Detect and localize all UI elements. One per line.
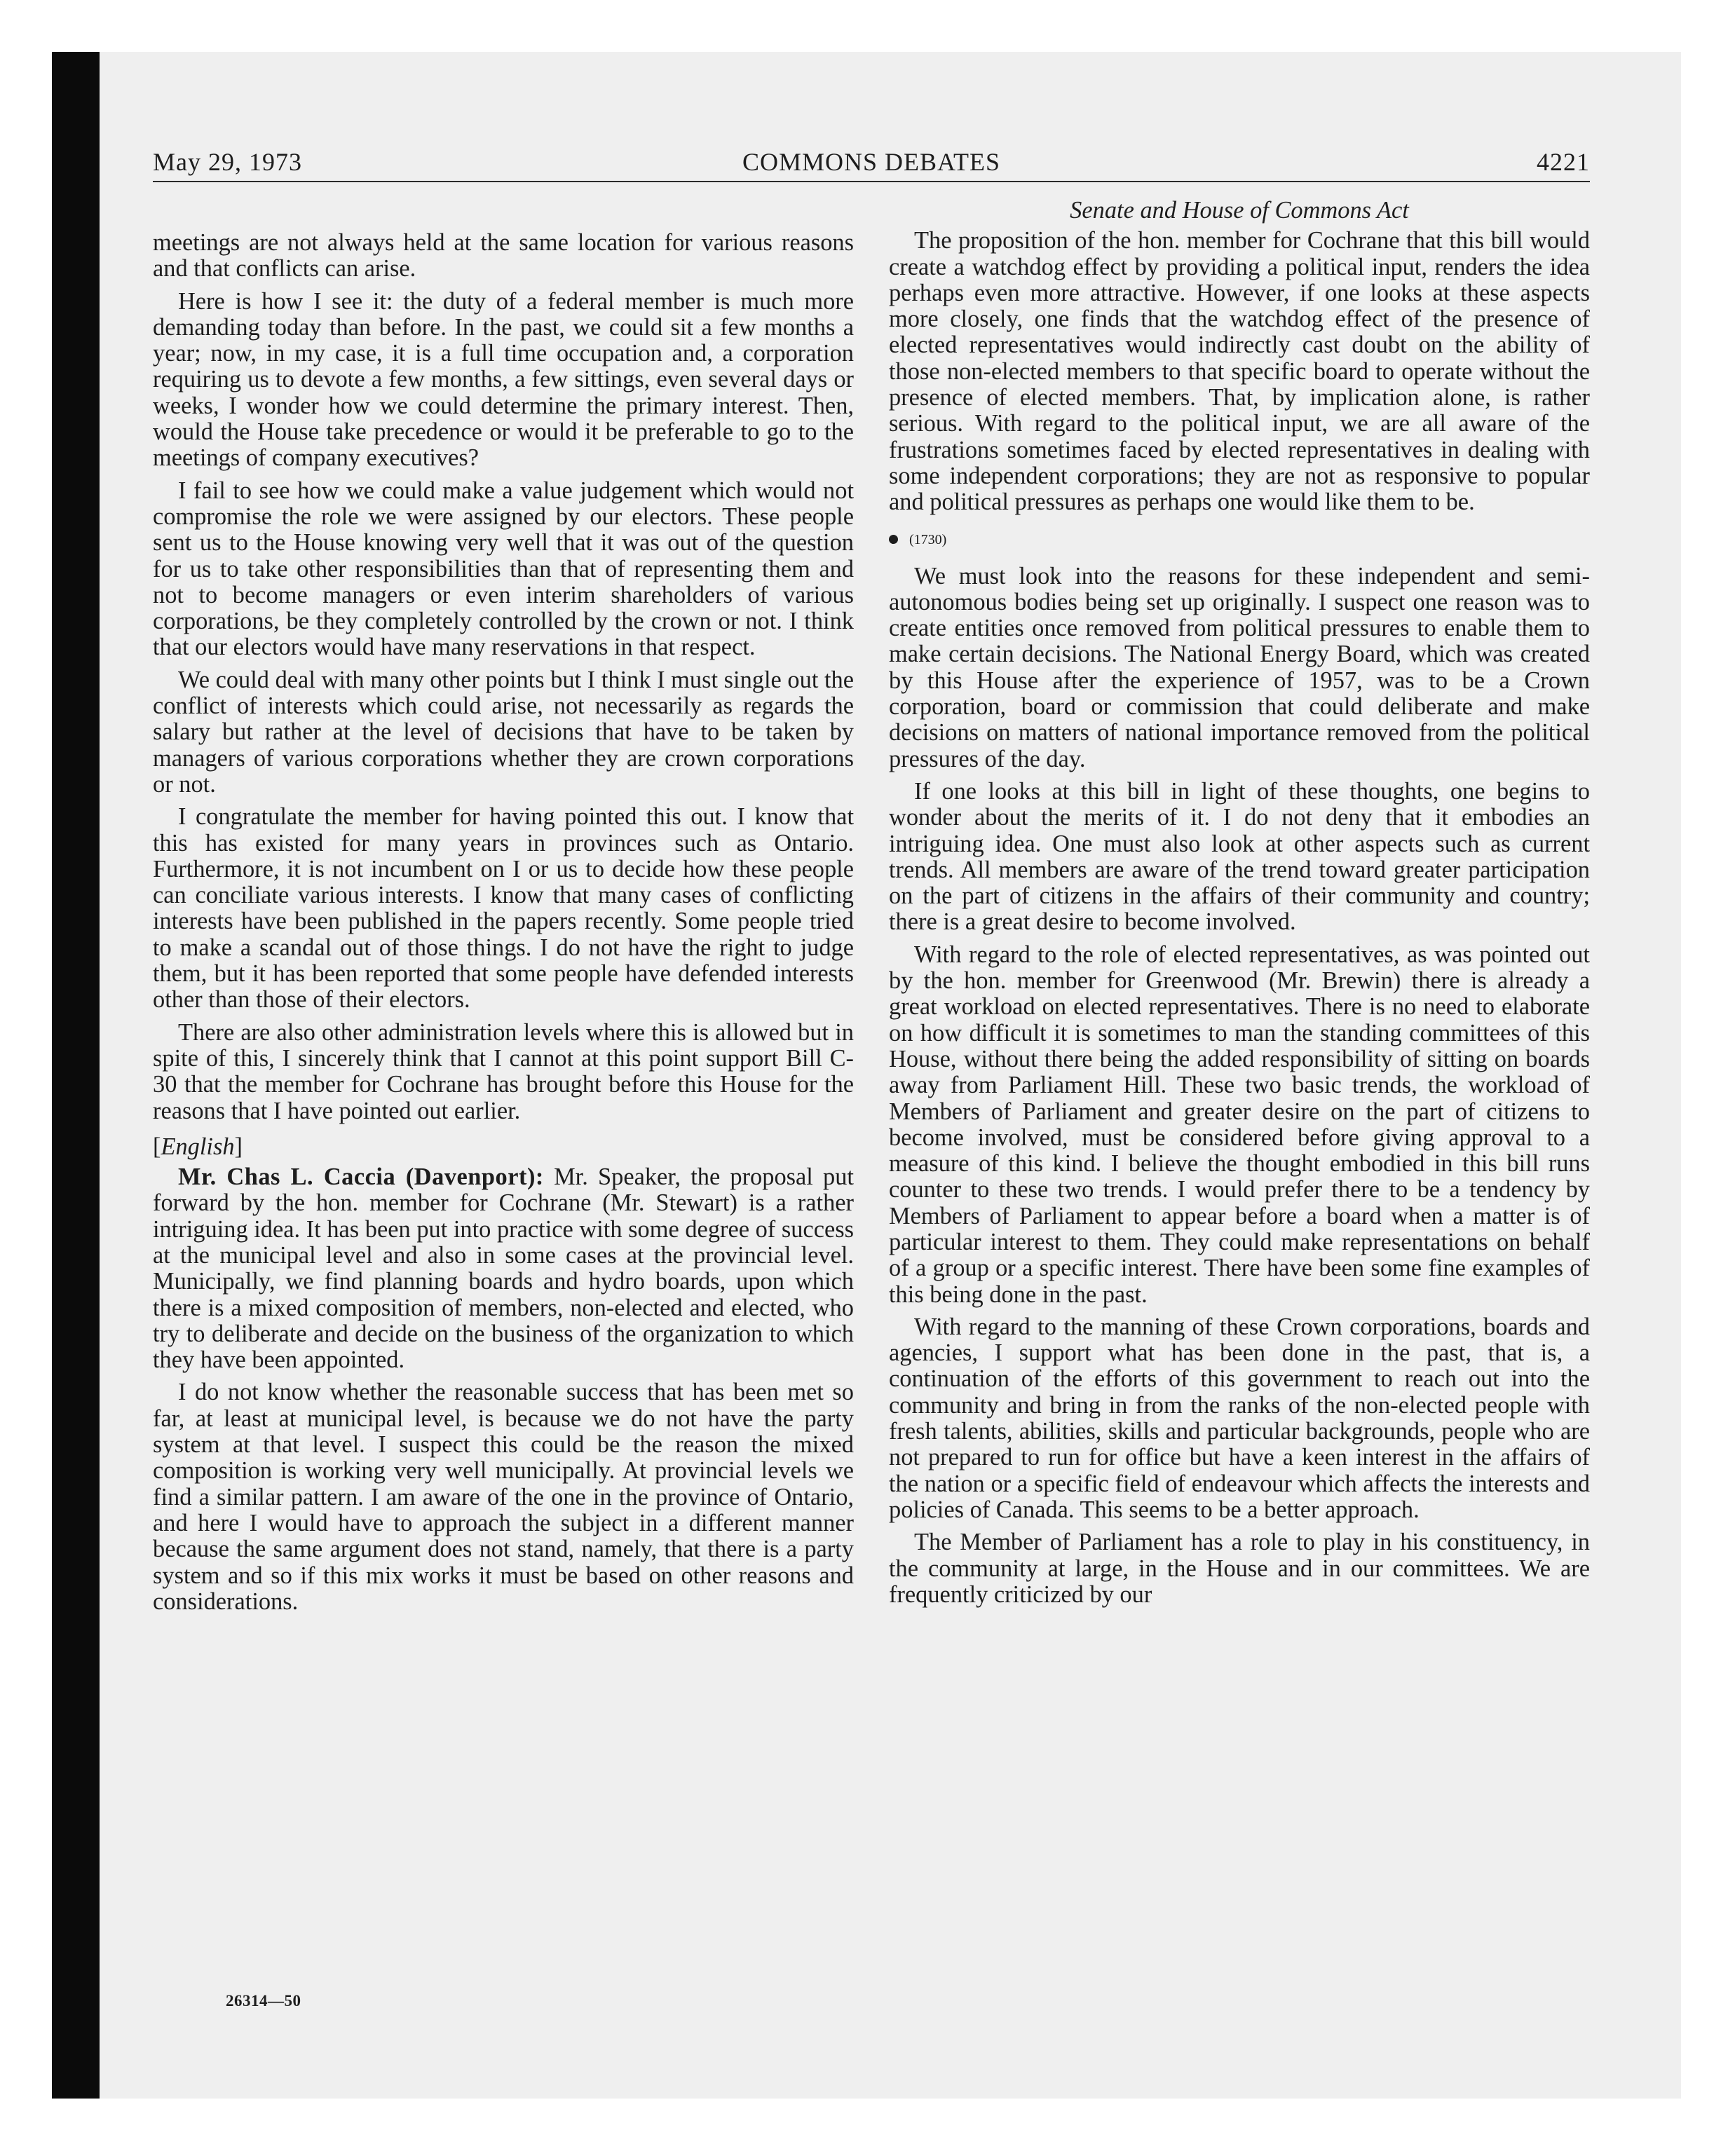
paragraph: I congratulate the member for having pointed this out. I know that this has existed for many years in provinces such as Ontario. Furthermore, it is not incumbent on I or us to decide how these people can conciliate various interests. I know that many cases of conflicting interests have been published in the papers recently. Some people tried to make a scandal out of those things. I do not have the right to judge them, but it has been reported that some people have defended interests other than those of their electors. <box>153 803 854 1014</box>
language-marker-open: [ <box>153 1133 161 1160</box>
paragraph: I fail to see how we could make a value judgement which would not compromise the role we were assigned by our electors. These people sent us to the House knowing very well that it was out of the question for us to take other responsibilities than that of representing them and not to become managers or even interim shareholders of various corporations, be they completely controlled by the crown or not. I think that our electors would have many reservations in that respect. <box>153 477 854 661</box>
header-page-number: 4221 <box>1537 148 1590 176</box>
binding-edge <box>52 52 100 2099</box>
left-column <box>153 230 854 1621</box>
speaker-name: Mr. Chas L. Caccia (Davenport): <box>178 1164 544 1191</box>
section-subheading: Senate and House of Commons Act <box>1070 197 1409 224</box>
paragraph: There are also other administration levels where this is allowed but in spite of this, I sincerely think that I cannot at this point support Bill C-30 that the member for Cochrane has brought before this House for the reasons that I have pointed out earlier. <box>153 1018 854 1124</box>
paragraph: The Member of Parliament has a role to play in his constituency, in the community at large, in the House and in our committees. We are frequently criticized by our <box>889 1529 1590 1608</box>
paragraph: I do not know whether the reasonable success that has been met so far, at least at municipal level, is because we do not have the party system at that level. I suspect this could be the reason the mixed composition is working very well municipally. At provincial levels we find a similar pattern. I am aware of the one in the province of Ontario, and here I would have to approach the subject in a different manner because the same argument does not stand, namely, that there is a party system and so if this mix works it must be based on other reasons and considerations. <box>153 1379 854 1615</box>
timestamp-text: (1730) <box>909 531 947 547</box>
paragraph: If one looks at this bill in light of these thoughts, one begins to wonder about the merits of it. I do not deny that it embodies an intriguing idea. One must also look at other aspects such as current trends. All members are aware of the trend toward greater participation on the part of citizens in the affairs of their community and country; there is a great desire to become involved. <box>889 777 1590 936</box>
header-date: May 29, 1973 <box>153 148 302 176</box>
paragraph: We could deal with many other points but I think I must single out the conflict of interests which could arise, not necessarily as regards the salary but rather at the level of decisions that have to be taken by managers of various corporations whether they are crown corporations or not. <box>153 666 854 798</box>
page-header <box>153 140 1590 182</box>
paragraph: With regard to the role of elected representatives, as was pointed out by the hon. member for Greenwood (Mr. Brewin) there is already a great workload on elected representatives. There is no need to elaborate on how difficult it is sometimes to man the standing committees of this House, without there being the added responsibility of sitting on boards away from Parliament Hill. These two basic trends, the workload of Members of Parliament and greater desire on the part of citizens to become involved, must be considered before giving approval to a measure of this kind. I believe the thought embodied in this bill runs counter to these two trends. I would prefer there to be a tendency by Members of Parliament to appear before a board when a matter is of particular interest to them. They could make representations on behalf of a group or a specific interest. There have been some fine examples of this being done in the past. <box>889 941 1590 1308</box>
paragraph: With regard to the manning of these Crown corporations, boards and agencies, I support what has been done in the past, that is, a continuation of the efforts of this government to reach out into the community and bring in from the ranks of the non-elected people with fresh talents, abilities, skills and particular backgrounds, people who are not prepared to run for office but have a keen interest in the affairs of the nation or a specific field of endeavour which affects the interests and policies of Canada. This seems to be a better approach. <box>889 1313 1590 1523</box>
paragraph: Here is how I see it: the duty of a federal member is much more demanding today than before. In the past, we could sit a few months a year; now, in my case, it is a full time occupation and, a corporation requiring us to devote a few months, a few sittings, even several days or weeks, I wonder how we could determine the primary interest. Then, would the House take precedence or would it be preferable to go to the meetings of company executives? <box>153 287 854 472</box>
language-marker-label: English <box>161 1133 235 1160</box>
right-column <box>889 198 1590 1614</box>
speech-paragraph <box>153 1164 854 1373</box>
language-marker <box>153 1134 854 1160</box>
paragraph: We must look into the reasons for these independent and semi-autonomous bodies being set up originally. I suspect one reason was to create entities once removed from political pressures to enable them to make certain decisions. The National Energy Board, which was created by this House after the experience of 1957, was to be a Crown corporation, board or commission that could deliberate and make decisions on matters of national importance removed from the political pressures of the day. <box>889 562 1590 772</box>
bullet-icon <box>889 535 898 544</box>
print-code: 26314—50 <box>226 1992 301 2010</box>
paragraph: meetings are not always held at the same location for various reasons and that conflicts can arise. <box>153 229 854 282</box>
header-title: COMMONS DEBATES <box>742 148 1001 176</box>
paragraph: The proposition of the hon. member for Cochrane that this bill would create a watchdog effect by providing a political input, renders the idea perhaps even more attractive. However, if one looks at these aspects more closely, one finds that the watchdog effect of the presence of elected representatives would indirectly cast doubt on the ability of those non-elected members to that specific board to operate without the presence of elected members. That, by implication alone, is rather serious. With regard to the political input, we are all aware of the frustrations sometimes faced by elected representatives in dealing with some independent corporations; they are not as responsive to popular and political pressures as perhaps one would like them to be. <box>889 227 1590 516</box>
language-marker-close: ] <box>234 1133 243 1160</box>
speech-text: Mr. Speaker, the proposal put forward by the hon. member for Cochrane (Mr. Stewart) is a rather intriguing idea. It has been put into practice with some degree of success at the municipal level and also in some cases at the provincial level. Municipally, we find planning boards and hydro boards, upon which there is a mixed composition of members, non-elected and elected, who try to deliberate and decide on the business of the organization to which they have been appointed. <box>153 1164 854 1374</box>
timestamp-marker <box>889 531 1590 548</box>
